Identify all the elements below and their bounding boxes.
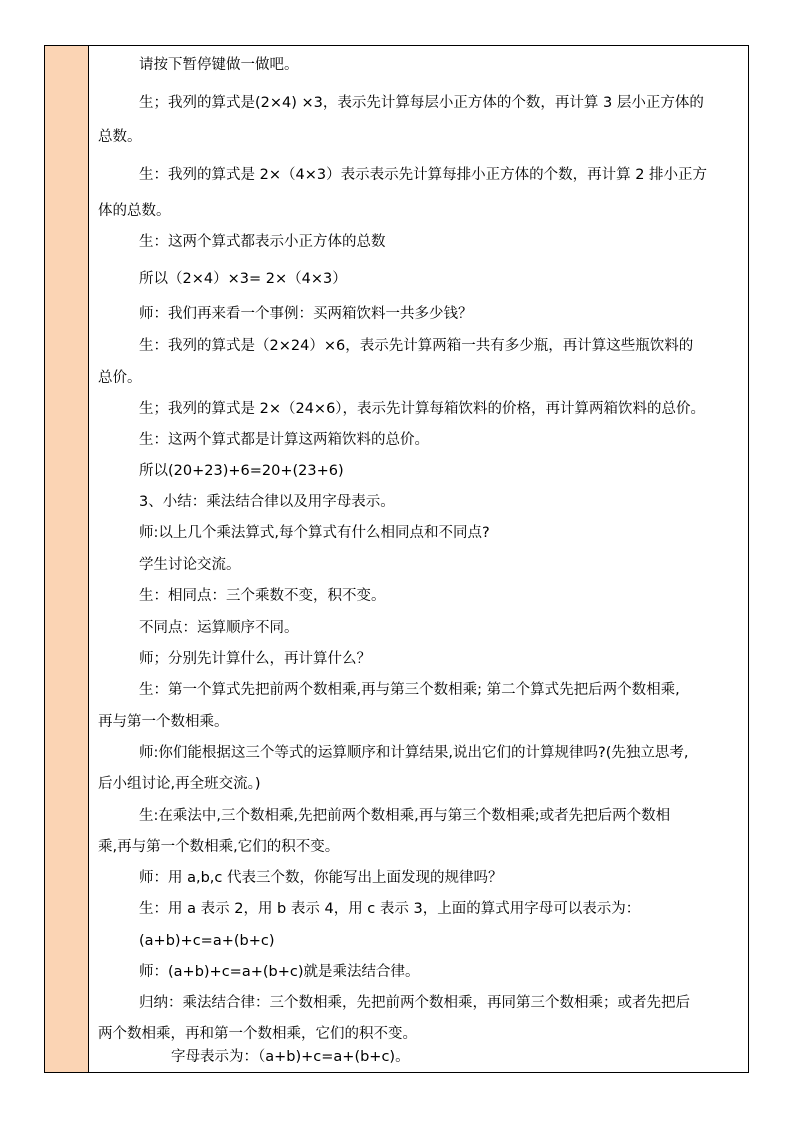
paragraph-line: 字母表示为：（a+b)+c=a+(b+c)。 [171,1049,410,1065]
lesson-table [44,45,749,1073]
paragraph-line: 学生讨论交流。 [139,557,241,573]
paragraph-line: 生：第一个算式先把前两个数相乘,再与第三个数相乘; 第二个算式先把后两个数相乘, [139,682,680,698]
paragraph-line: 师:以上几个乘法算式,每个算式有什么相同点和不同点? [139,525,490,541]
paragraph-line: 师：(a+b)+c=a+(b+c)就是乘法结合律。 [139,964,420,980]
paragraph-line: 不同点：运算顺序不同。 [139,620,299,636]
paragraph-line: 体的总数。 [98,203,171,219]
paragraph-line: 生：我列的算式是 2×（4×3）表示表示先计算每排小正方体的个数，再计算 2 排小正方 [139,167,708,183]
paragraph-line: 总价。 [98,370,142,386]
paragraph-line: 乘,再与第一个数相乘,它们的积不变。 [98,839,340,855]
table-side-column [45,46,89,1072]
paragraph-line: 3、小结：乘法结合律以及用字母表示。 [139,494,395,510]
paragraph-line: 再与第一个数相乘。 [98,714,229,730]
paragraph-line: 生：这两个算式都是计算这两箱饮料的总价。 [139,432,429,448]
paragraph-line: 师：我们再来看一个事例：买两箱饮料一共多少钱？ [139,306,473,322]
paragraph-line: 两个数相乘，再和第一个数相乘，它们的积不变。 [98,1026,417,1042]
paragraph-line: 所以（2×4）×3= 2×（4×3） [139,271,347,287]
paragraph-line: 师：用 a,b,c 代表三个数，你能写出上面发现的规律吗？ [139,870,503,886]
paragraph-line: 生：我列的算式是（2×24）×6，表示先计算两箱一共有多少瓶，再计算这些瓶饮料的 [139,338,694,354]
paragraph-line: 生；我列的算式是(2×4) ×3，表示先计算每层小正方体的个数，再计算 3 层小正方体的 [139,95,704,111]
paragraph-line: 归纳：乘法结合律：三个数相乘，先把前两个数相乘，再同第三个数相乘；或者先把后 [139,995,690,1011]
paragraph-line: 师；分别先计算什么，再计算什么？ [139,651,371,667]
paragraph-line: 总数。 [98,129,142,145]
paragraph-line: 生：用 a 表示 2，用 b 表示 4，用 c 表示 3，上面的算式用字母可以表示为： [139,901,641,917]
paragraph-line: 师:你们能根据这三个等式的运算顺序和计算结果,说出它们的计算规律吗?(先独立思考, [139,745,689,761]
paragraph-line: 所以(20+23)+6=20+(23+6) [139,463,344,479]
paragraph-line: (a+b)+c=a+(b+c) [139,933,275,949]
paragraph-line: 生:在乘法中,三个数相乘,先把前两个数相乘,再与第三个数相乘;或者先把后两个数相 [139,808,671,824]
paragraph-line: 生：相同点：三个乘数不变，积不变。 [139,588,386,604]
paragraph-line: 请按下暂停键做一做吧。 [139,57,299,73]
paragraph-line: 生；我列的算式是 2×（24×6），表示先计算每箱饮料的价格，再计算两箱饮料的总价。 [139,401,706,417]
paragraph-line: 生：这两个算式都表示小正方体的总数 [139,234,386,250]
paragraph-line: 后小组讨论,再全班交流。) [98,776,261,792]
